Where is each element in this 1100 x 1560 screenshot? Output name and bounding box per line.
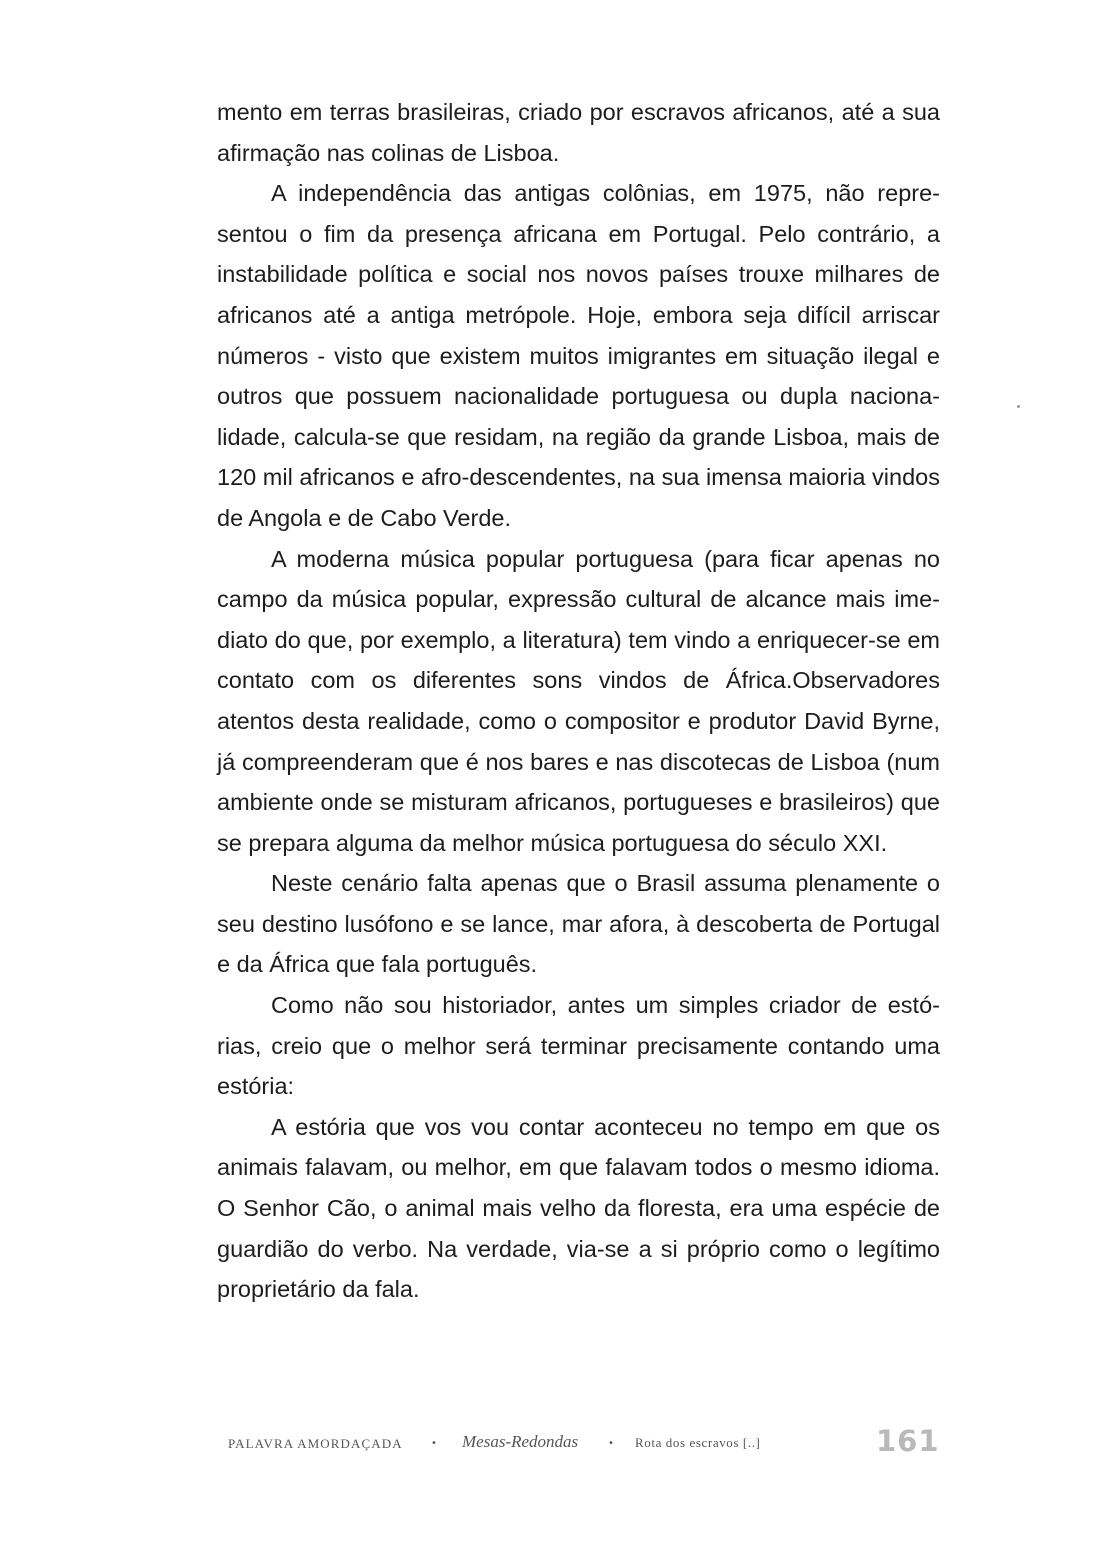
paragraph-storyteller: Como não sou historiador, antes um simples criador de estórias, creio que o melhor será terminar precisamente contando uma estória: [217, 992, 940, 1100]
page-number: 161 [876, 1424, 940, 1458]
scan-speck [1017, 405, 1020, 408]
page-footer [228, 1424, 942, 1464]
footer-separator-bullet: • [608, 1438, 614, 1449]
running-title: PALAVRA AMORDAÇADA [228, 1436, 403, 1451]
body-text [217, 92, 940, 1310]
section-title: Mesas-Redondas [462, 1432, 579, 1451]
paragraph-independence: A independência das antigas colônias, em 1975, não representou o fim da presença africana em Portugal. Pelo contrário, a instabilidade política e social nos novos países trouxe milhares de africanos até a antiga metrópole. Hoje, embora seja difícil arriscar números - visto que existem muitos imigrantes em situação ilegal e outros que possuem nacionalidade portuguesa ou dupla nacionalidade, calcula-se que residam, na região da grande Lisboa, mais de 120 mil africanos e afro-descendentes, na sua imensa maioria vindos de Angola e de Cabo Verde. [217, 180, 940, 531]
paragraph-modern-music: A moderna música popular portuguesa (para ficar apenas no campo da música popular, expressão cultural de alcance mais imediato do que, por exemplo, a literatura) tem vindo a enriquecer-se em contato com os diferentes sons vindos de África.Observadores atentos desta realidade, como o compositor e produtor David Byrne, já compreenderam que é nos bares e nas discotecas de Lisboa (num ambiente onde se misturam africanos, portugueses e brasileiros) que se prepara alguma da melhor música portuguesa do século XXI. [217, 545, 940, 856]
paragraph-story: A estória que vos vou contar aconteceu no tempo em que os animais falavam, ou melhor, em que falavam todos o mesmo idioma. O Senhor Cão, o animal mais velho da floresta, era uma espécie de guardião do verbo. Na verdade, via-se a si próprio como o legítimo proprietário da fala. [217, 1113, 940, 1303]
source-note: Rota dos escravos [..] [635, 1435, 761, 1450]
paragraph-continuation: mento em terras brasileiras, criado por escravos africanos, até a sua afirmação nas colinas de Lisboa. [217, 99, 940, 166]
paragraph-brazil-scenario: Neste cenário falta apenas que o Brasil assuma plenamente o seu destino lusófono e se lance, mar afora, à descoberta de Portugal e da África que fala português. [217, 870, 940, 978]
footer-separator-bullet: • [431, 1438, 437, 1449]
